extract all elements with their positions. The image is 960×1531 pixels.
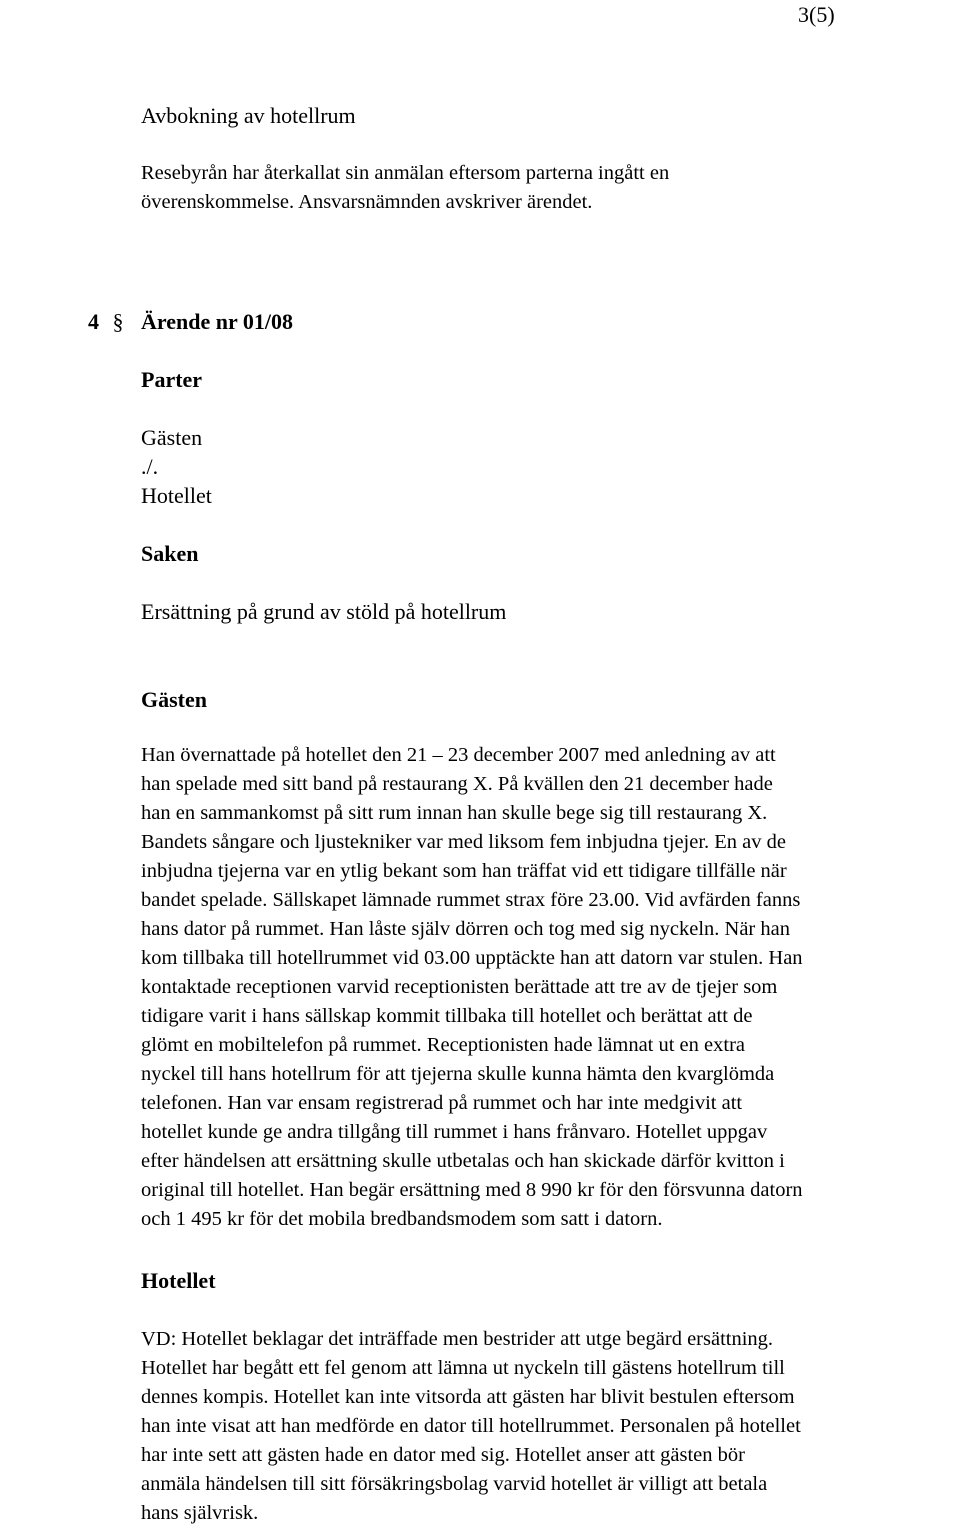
guest-paragraph bbox=[141, 741, 941, 1234]
guest-line: original till hotellet. Han begär ersättning med 8 990 kr för den försvunna datorn bbox=[141, 1179, 803, 1201]
hotel-line: Hotellet har begått ett fel genom att lämna ut nyckeln till gästens hotellrum till bbox=[141, 1357, 785, 1379]
versus-mark: ./. bbox=[141, 454, 159, 479]
party-guest: Gästen bbox=[141, 425, 203, 450]
hotel-line: han inte visat att han medförde en dator till hotellrummet. Personalen på hotellet bbox=[141, 1415, 801, 1437]
guest-line: Bandets sångare och ljustekniker var med liksom fem inbjudna tjejer. En av de bbox=[141, 831, 786, 853]
guest-line: och 1 495 kr för det mobila bredbandsmodem som satt i datorn. bbox=[141, 1208, 663, 1230]
matter-text: Ersättning på grund av stöld på hotellrum bbox=[141, 599, 507, 624]
hotel-line: dennes kompis. Hotellet kan inte vitsorda att gästen har blivit bestulen eftersom bbox=[141, 1386, 795, 1408]
guest-line: efter händelsen att ersättning skulle utbetalas och han skickade därför kvitton i bbox=[141, 1150, 785, 1172]
parties-heading: Parter bbox=[141, 367, 203, 392]
case-number-value: 4 bbox=[88, 309, 99, 334]
guest-line: bandet spelade. Sällskapet lämnade rummet strax före 23.00. Vid avfärden fanns bbox=[141, 889, 801, 911]
guest-line: nyckel till hans hotellrum för att tjejerna skulle kunna hämta den kvarglömda bbox=[141, 1063, 775, 1085]
hotel-line: VD: Hotellet beklagar det inträffade men bestrider att utge begärd ersättning. bbox=[141, 1328, 774, 1350]
guest-line: telefonen. Han var ensam registrerad på rummet och har inte medgivit att bbox=[141, 1092, 743, 1114]
hotel-heading: Hotellet bbox=[141, 1268, 216, 1293]
hotel-paragraph bbox=[141, 1325, 941, 1528]
intro-paragraph bbox=[141, 159, 941, 217]
guest-line: Han övernattade på hotellet den 21 – 23 december 2007 med anledning av att bbox=[141, 744, 776, 766]
matter-heading: Saken bbox=[141, 541, 199, 566]
hotel-line: anmäla händelsen till sitt försäkringsbolag varvid hotellet är villigt att betala bbox=[141, 1473, 768, 1495]
party-hotel: Hotellet bbox=[141, 483, 212, 508]
case-number bbox=[88, 307, 124, 336]
guest-line: kontaktade receptionen varvid receptionisten berättade att tre av de tjejer som bbox=[141, 976, 778, 998]
guest-line: han spelade med sitt band på restaurang X. På kvällen den 21 december hade bbox=[141, 773, 773, 795]
section-symbol: § bbox=[112, 309, 124, 334]
guest-line: tidigare varit i hans sällskap kommit tillbaka till hotellet och berättat att de bbox=[141, 1005, 753, 1027]
guest-line: kom tillbaka till hotellrummet vid 03.00 upptäckte han att datorn var stulen. Han bbox=[141, 947, 803, 969]
guest-line: hans dator på rummet. Han låste själv dörren och tog med sig nyckeln. När han bbox=[141, 918, 790, 940]
intro-line: Resebyrån har återkallat sin anmälan eftersom parterna ingått en bbox=[141, 162, 670, 184]
intro-line: överenskommelse. Ansvarsnämnden avskriver ärendet. bbox=[141, 191, 593, 213]
case-title: Ärende nr 01/08 bbox=[141, 309, 293, 334]
hotel-line: har inte sett att gästen hade en dator med sig. Hotellet anser att gästen bör bbox=[141, 1444, 745, 1466]
page-number: 3(5) bbox=[798, 2, 835, 27]
guest-heading: Gästen bbox=[141, 687, 207, 712]
guest-line: hotellet kunde ge andra tillgång till rummet i hans frånvaro. Hotellet uppgav bbox=[141, 1121, 768, 1143]
intro-title: Avbokning av hotellrum bbox=[141, 103, 356, 128]
guest-line: han en sammankomst på sitt rum innan han skulle bege sig till restaurang X. bbox=[141, 802, 768, 824]
guest-line: glömt en mobiltelefon på rummet. Receptionisten hade lämnat ut en extra bbox=[141, 1034, 745, 1056]
guest-line: inbjudna tjejerna var en ytlig bekant som han träffat vid ett tidigare tillfälle när bbox=[141, 860, 787, 882]
hotel-line: hans självrisk. bbox=[141, 1502, 259, 1524]
